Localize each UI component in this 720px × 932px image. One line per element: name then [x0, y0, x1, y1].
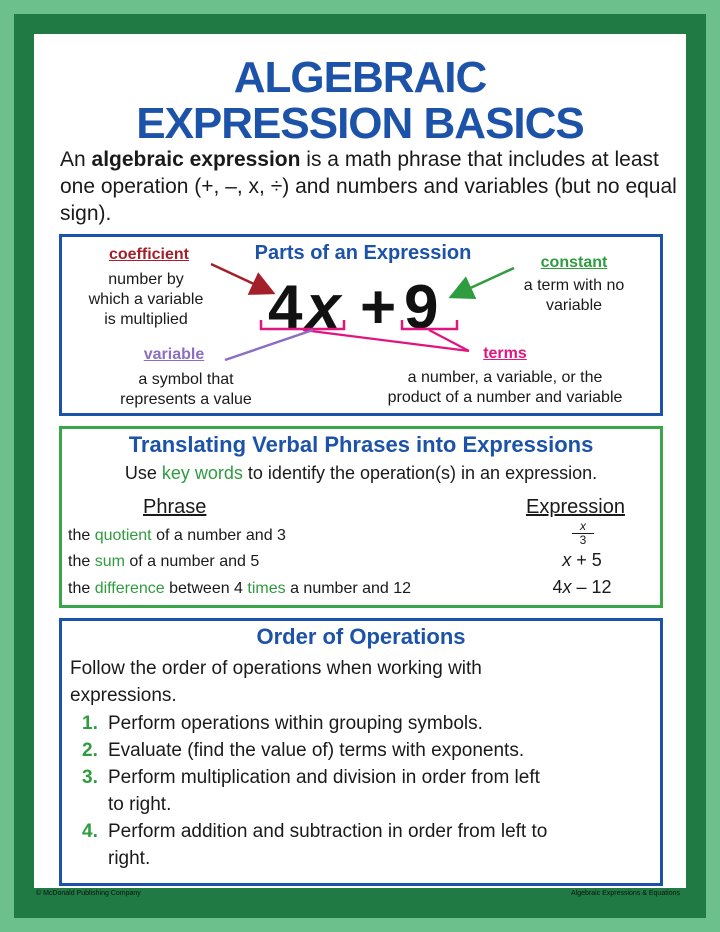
- intro-post: is a math phrase that includes at least one operation (+, –, x, ÷) and numbers and variables (but no equal sign).: [60, 148, 677, 225]
- row-key-word: times: [247, 580, 286, 597]
- variable-label: variable: [143, 346, 205, 363]
- order-intro: [70, 655, 660, 709]
- constant-label: constant: [540, 254, 608, 271]
- variable-desc-line: a symbol that: [138, 371, 234, 388]
- row-key-word: sum: [94, 553, 125, 570]
- row-key-word: quotient: [94, 527, 152, 544]
- subtitle-post: to identify the operation(s) in an expression.: [242, 463, 598, 483]
- step-text: Evaluate (find the value of) terms with exponents.: [108, 740, 525, 761]
- variable-description: [96, 370, 276, 410]
- expression-operator: +: [360, 273, 397, 342]
- title-line-1: ALGEBRAIC: [233, 53, 487, 102]
- order-intro-line: expressions.: [70, 685, 177, 706]
- step-text: right.: [108, 848, 151, 869]
- expression-value: [534, 577, 630, 598]
- terms-desc-line: a number, a variable, or the: [407, 369, 603, 386]
- term-bracket-4x: [261, 320, 344, 329]
- footer-subject: Algebraic Expressions & Equations: [571, 890, 680, 897]
- footer-copyright: © McDonald Publishing Company: [36, 890, 141, 897]
- variable-desc-line: represents a value: [120, 391, 252, 408]
- constant-desc-line: variable: [545, 297, 603, 314]
- order-step-list: [82, 710, 660, 872]
- step-number: 1.: [82, 713, 98, 734]
- terms-description: [346, 368, 664, 408]
- table-row: [68, 527, 286, 545]
- parts-heading: Parts of an Expression: [254, 242, 472, 264]
- expr-variable: x: [562, 550, 572, 570]
- order-step: [82, 818, 660, 872]
- constant-desc-line: a term with no: [523, 277, 625, 294]
- order-heading: Order of Operations: [256, 624, 466, 649]
- expr-coef: 4: [552, 577, 563, 597]
- terms-connector: [303, 330, 469, 351]
- row-text: between 4: [164, 580, 248, 597]
- intro-paragraph: [60, 146, 690, 227]
- expr-variable: x: [562, 577, 572, 597]
- row-text: of a number and 3: [151, 527, 286, 544]
- term-bracket-9: [402, 320, 457, 329]
- table-row: [68, 553, 259, 571]
- row-text: a number and 12: [285, 580, 412, 597]
- expr-rest: + 5: [571, 550, 602, 570]
- expression-coefficient: 4: [268, 273, 303, 342]
- coefficient-desc-line: which a variable: [88, 291, 204, 308]
- subtitle-key-words: key words: [161, 463, 243, 483]
- coefficient-desc-line: number by: [108, 271, 184, 288]
- variable-connector: [225, 330, 313, 360]
- intro-bold-term: algebraic expression: [91, 148, 301, 171]
- constant-arrow: [453, 268, 514, 296]
- row-text: the: [68, 553, 95, 570]
- fraction-x-over-3: [572, 520, 594, 547]
- order-step: [82, 737, 660, 764]
- fraction-numerator: x: [572, 520, 594, 534]
- table-row: [68, 580, 411, 598]
- terms-label: terms: [483, 345, 527, 362]
- step-text: Perform addition and subtraction in order from left to: [108, 821, 548, 842]
- order-step: [82, 764, 660, 818]
- row-text: the: [68, 580, 95, 597]
- fraction-denominator: 3: [579, 533, 587, 547]
- expr-rest: – 12: [571, 577, 612, 597]
- step-number: 4.: [82, 821, 98, 842]
- subtitle-pre: Use: [124, 463, 162, 483]
- row-key-word: difference: [94, 580, 165, 597]
- order-step: [82, 710, 660, 737]
- step-text: to right.: [108, 794, 172, 815]
- translating-heading: Translating Verbal Phrases into Expressions: [128, 432, 594, 457]
- step-number: 3.: [82, 767, 98, 788]
- expression-constant: 9: [404, 273, 439, 342]
- title-line-2: EXPRESSION BASICS: [136, 99, 584, 148]
- step-text: Perform operations within grouping symbols.: [108, 713, 483, 734]
- terms-desc-line: product of a number and variable: [387, 389, 623, 406]
- coefficient-label: coefficient: [108, 246, 189, 263]
- row-text: of a number and 5: [124, 553, 260, 570]
- translating-subtitle: [62, 463, 660, 484]
- coefficient-arrow: [211, 264, 271, 292]
- row-text: the: [68, 527, 95, 544]
- expression-variable: x: [306, 273, 341, 342]
- step-text: Perform multiplication and division in order from left: [108, 767, 540, 788]
- expression-column-header: Expression: [526, 496, 625, 518]
- expression-value: [540, 550, 624, 571]
- phrase-column-header: Phrase: [143, 496, 207, 518]
- order-intro-line: Follow the order of operations when working with: [70, 658, 482, 679]
- step-number: 2.: [82, 740, 98, 761]
- coefficient-desc-line: is multiplied: [104, 311, 188, 328]
- intro-pre: An: [60, 148, 92, 171]
